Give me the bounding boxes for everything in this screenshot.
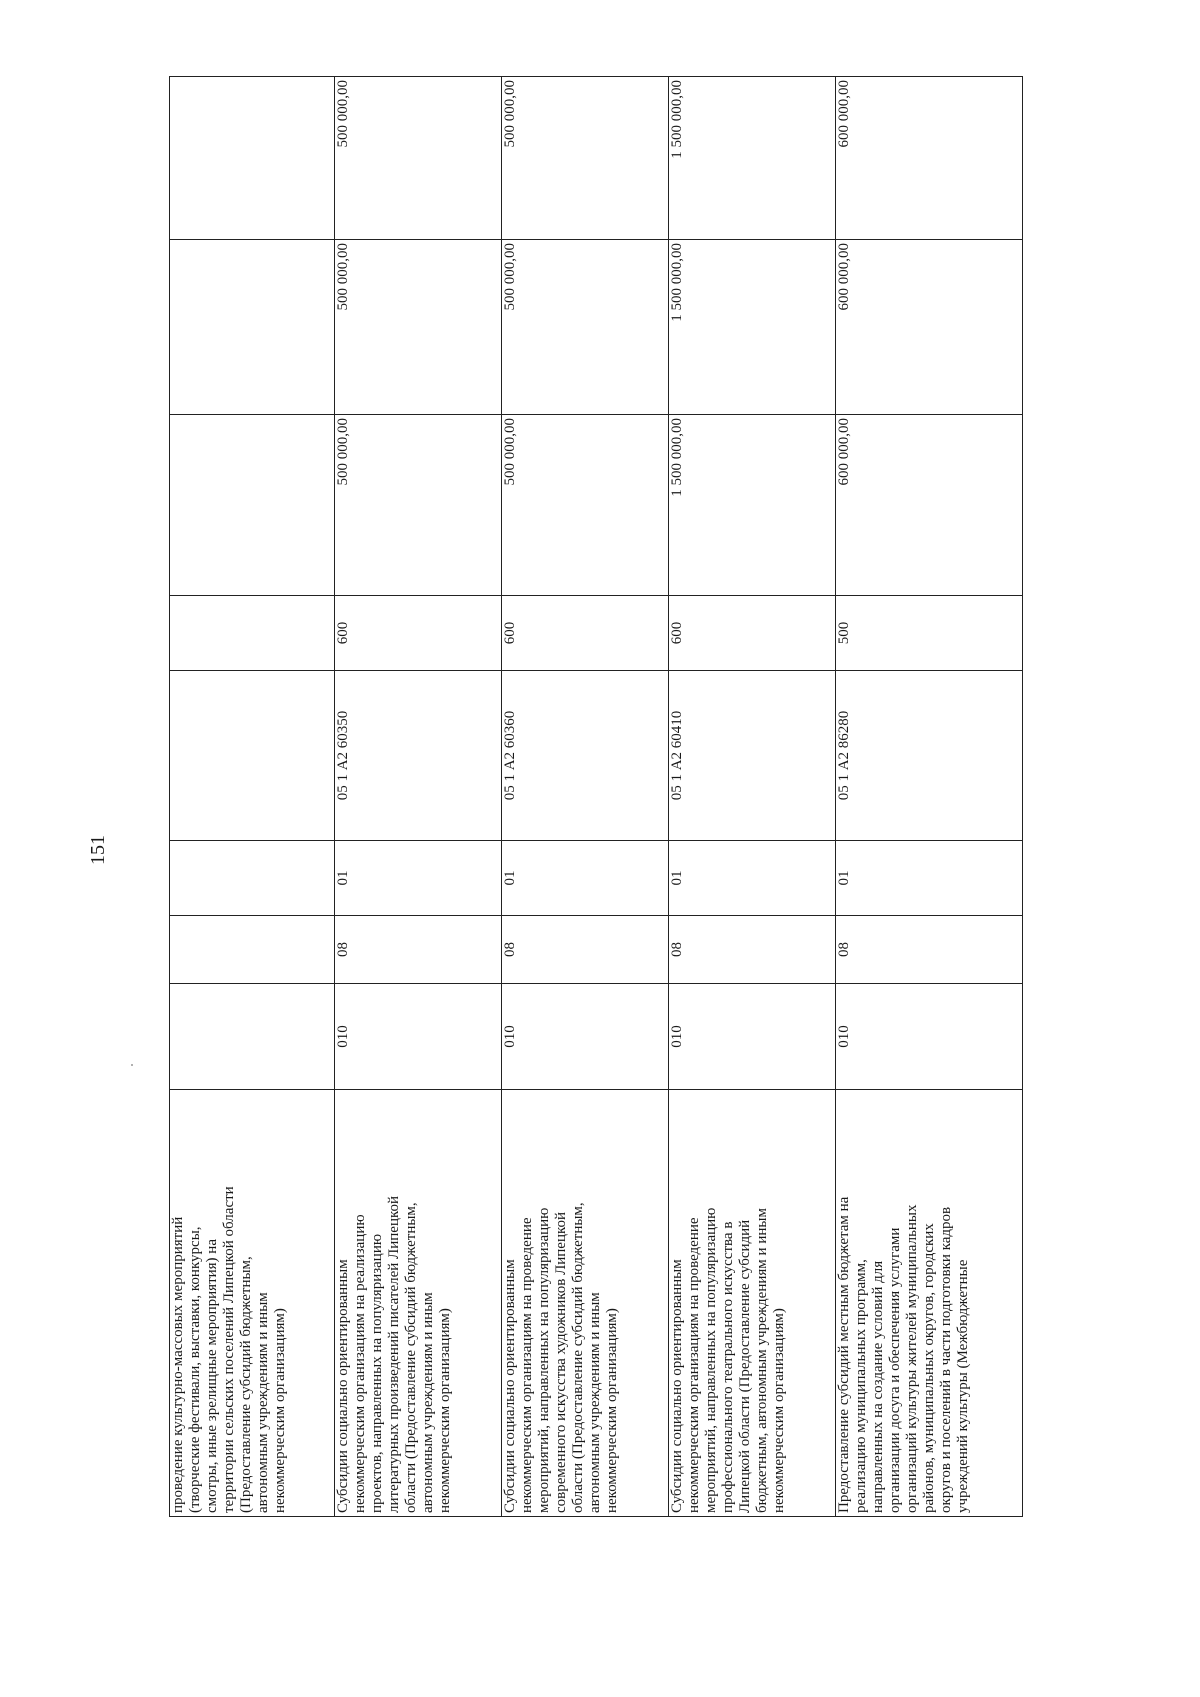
table-body <box>170 77 1023 1517</box>
amount-year-1 <box>170 415 335 596</box>
scan-speck <box>131 1064 133 1066</box>
amount-year-3: 600 000,00 <box>836 77 1023 240</box>
section-code: 08 <box>669 916 836 984</box>
expense-type-code <box>170 596 335 671</box>
row-description: Субсидии социально ориентированным некоммерческим организациям на проведение мероприятий, направленных на популяризацию современного искусства художников Липецкой области (Предоставление субсидий бюджетным, автономным учреждениям и иным некоммерческим организациям) <box>502 1090 669 1517</box>
ministry-code: 010 <box>836 984 1023 1090</box>
expense-type-code: 500 <box>836 596 1023 671</box>
table-row <box>836 77 1023 1517</box>
table-rotation-frame <box>169 77 1022 1517</box>
amount-year-1: 500 000,00 <box>335 415 502 596</box>
subsection-code: 01 <box>836 841 1023 916</box>
section-code <box>170 916 335 984</box>
subsection-code: 01 <box>502 841 669 916</box>
section-code: 08 <box>502 916 669 984</box>
ministry-code: 010 <box>669 984 836 1090</box>
amount-year-3: 1 500 000,00 <box>669 77 836 240</box>
budget-table <box>169 76 1023 1517</box>
ministry-code: 010 <box>335 984 502 1090</box>
table-row <box>335 77 502 1517</box>
row-description: Субсидии социально ориентированным некоммерческим организациям на проведение мероприятий, направленных на популяризацию профессионального театрального искусства в Липецкой области (Предоставление субсидий бюджетным, автономным учреждениям и иным некоммерческим организациям) <box>669 1090 836 1517</box>
amount-year-2: 500 000,00 <box>502 240 669 415</box>
subsection-code: 01 <box>335 841 502 916</box>
amount-year-3: 500 000,00 <box>502 77 669 240</box>
target-article-code: 05 1 А2 86280 <box>836 671 1023 841</box>
ministry-code <box>170 984 335 1090</box>
ministry-code: 010 <box>502 984 669 1090</box>
row-description: Предоставление субсидий местным бюджетам на реализацию муниципальных программ, направленных на создание условий для организации досуга и обеспечения услугами организаций культуры жителей муниципальных районов, муниципальных округов, городских округов и поселений в части подготовки кадров учреждений культуры (Межбюджетные <box>836 1090 1023 1517</box>
row-description: Субсидии социально ориентированным некоммерческим организациям на реализацию проектов, направленных на популяризацию литературных произведений писателей Липецкой области (Предоставление субсидий бюджетным, автономным учреждениям и иным некоммерческим организациям) <box>335 1090 502 1517</box>
section-code: 08 <box>836 916 1023 984</box>
amount-year-1: 600 000,00 <box>836 415 1023 596</box>
expense-type-code: 600 <box>335 596 502 671</box>
table-row <box>170 77 335 1517</box>
target-article-code <box>170 671 335 841</box>
table-row <box>669 77 836 1517</box>
target-article-code: 05 1 А2 60360 <box>502 671 669 841</box>
rotated-table-container <box>169 77 1022 1517</box>
amount-year-3: 500 000,00 <box>335 77 502 240</box>
amount-year-2: 1 500 000,00 <box>669 240 836 415</box>
expense-type-code: 600 <box>669 596 836 671</box>
amount-year-1: 1 500 000,00 <box>669 415 836 596</box>
target-article-code: 05 1 А2 60350 <box>335 671 502 841</box>
subsection-code <box>170 841 335 916</box>
expense-type-code: 600 <box>502 596 669 671</box>
section-code: 08 <box>335 916 502 984</box>
target-article-code: 05 1 А2 60410 <box>669 671 836 841</box>
subsection-code: 01 <box>669 841 836 916</box>
page-number: 151 <box>86 835 109 865</box>
amount-year-1: 500 000,00 <box>502 415 669 596</box>
amount-year-2: 600 000,00 <box>836 240 1023 415</box>
amount-year-2 <box>170 240 335 415</box>
amount-year-3 <box>170 77 335 240</box>
amount-year-2: 500 000,00 <box>335 240 502 415</box>
table-row <box>502 77 669 1517</box>
row-description: проведение культурно-массовых мероприятий (творческие фестивали, выставки, конкурсы, смотры, иные зрелищные мероприятия) на территории сельских поселений Липецкой области (Предоставление субсидий бюджетным, автономным учреждениям и иным некоммерческим организациям) <box>170 1090 335 1517</box>
